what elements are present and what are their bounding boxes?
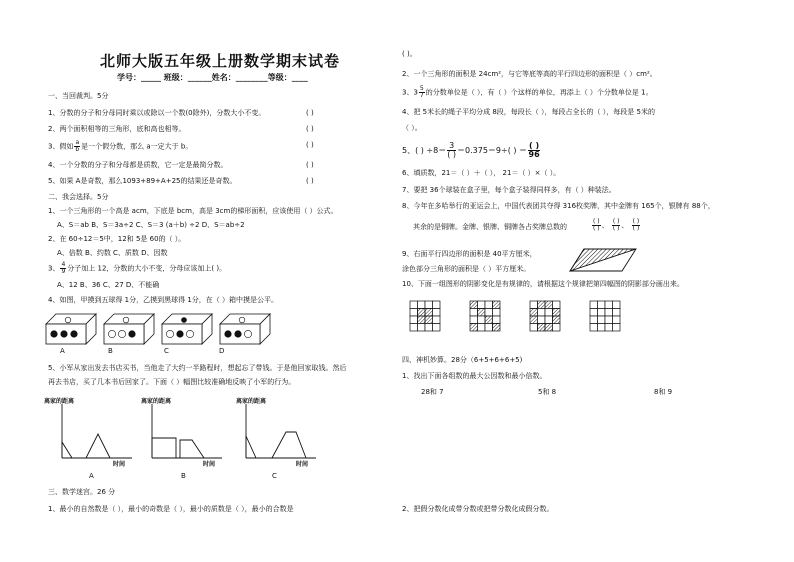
s1-q5-mark: ( ) — [306, 177, 314, 185]
graph-b-xlabel: 时间 — [203, 461, 216, 468]
r-q8-line1: 8、今年在多哈举行的亚运会上，中国代表团共夺得 316枚奖牌，其中金牌有 165个，银牌有 88个， — [402, 202, 715, 210]
distance-graphs — [58, 404, 358, 464]
pair-1: 28和 7 — [421, 388, 444, 396]
s2-q1: 1、一个三角形的一个高是 acm，下底是 bcm，高是 3cm的梯形面积，应该使用（ ）公式。 — [48, 207, 338, 215]
pattern-grid-1 — [410, 301, 440, 331]
r-q4: 4、把 5米长的绳子平均分成 8段，每段长（ ），每段占全长的（ ），每段是 5米的 — [402, 108, 655, 116]
student-info-fields: 学号：_____ 班级：______姓名：________等级：____ — [117, 73, 308, 82]
s3-q1: 1、最小的自然数是（ ），最小的奇数是（ ），最小的质数是（ ），最小的合数是 — [48, 505, 294, 513]
pattern-grid-3 — [530, 301, 560, 331]
s2-q3-options: A、12 B、36 C、27 D、不能确 — [57, 281, 160, 289]
box-label-a: A — [60, 347, 65, 355]
s4-q1: 1、找出下面各组数的最大公因数和最小倍数。 — [402, 372, 547, 380]
r-q4-cont: （ ）。 — [402, 124, 422, 132]
page-title: 北师大版五年级上册数学期末试卷 — [100, 52, 341, 70]
box-label-d: D — [219, 347, 225, 355]
ball-boxes-figure — [46, 312, 276, 362]
s2-q3: 3、 $\frac{4}{9}$ 分子加上 12，分数的大小不变，分母应该加上( )。 — [48, 261, 227, 275]
s1-q5: 5、如果 A是奇数，那么1093+89+A+25的结果还是奇数。 — [48, 177, 237, 185]
s1-q3-mark: ( ) — [306, 141, 314, 149]
s2-q2-options: A、倍数 B、约数 C、质数 D、因数 — [57, 249, 168, 257]
graph-c-xlabel: 时间 — [296, 461, 309, 468]
r-continue: ( )。 — [402, 50, 417, 58]
r-q8-line2: 其余的是铜牌。金牌、银牌、铜牌各占奖牌总数的 — [413, 223, 567, 231]
pair-3: 8和 9 — [654, 388, 673, 396]
parallelogram-figure — [570, 247, 640, 273]
r-q9-line2: 涂色部分三角形的面积是（ ）平方厘米。 — [402, 265, 531, 273]
s1-q4: 4、一个分数的分子和分母都是质数，它一定是最简分数。 — [48, 161, 228, 169]
shading-pattern-figure — [410, 301, 660, 333]
box-a — [46, 314, 96, 344]
r-q8-fractions: $\frac{( )}{( )}$ 、 $\frac{( )}{( )}$ 、 $\frac{( )}{( )}$ — [593, 218, 640, 232]
r-q2: 2、一个三角形的面积是 24cm²，与它等底等高的平行四边形的面积是（ ）cm²。 — [402, 70, 657, 78]
box-label-b: B — [108, 347, 113, 355]
box-label-c: C — [164, 347, 169, 355]
graph-label-a: A — [89, 472, 94, 480]
r-q10: 10、下面一组图形的阴影变化是有规律的，请根据这个规律把第四幅图的阴影部分画出来。 — [402, 280, 684, 288]
s1-q2: 2、两个面积相等的三角形，底和高也相等。 — [48, 125, 186, 133]
s2-q2: 2、在 60÷12＝5中，12和 5是 60的（ ）。 — [48, 235, 186, 243]
s1-q1-mark: ( ) — [306, 109, 314, 117]
r-q3: 3、3 $\frac{5}{7}$ 的分数单位是（ ），有（ ）个这样的单位，再添上（ ）个分数单位是 1。 — [402, 85, 653, 99]
graph-a-ylabel: 离家的距离 — [44, 398, 75, 405]
graph-label-b: B — [181, 472, 186, 480]
section-2-title: 二、我会选择。5分 — [48, 193, 109, 201]
box-b — [104, 314, 154, 344]
box-c — [162, 314, 212, 344]
pattern-grid-4[interactable] — [590, 301, 620, 331]
r-q9-line1: 9、右面平行四边形的面积是 40平方厘米， — [402, 250, 537, 258]
section-4-title: 四、神机妙算。28分（6+5+6+6+5) — [402, 356, 523, 364]
s2-q5-line2: 再去书店，买了几本书后回家了。下面（ ）幅图比较准确地反映了小军的行为。 — [48, 378, 296, 386]
graph-a-xlabel: 时间 — [113, 461, 126, 468]
graph-label-c: C — [272, 472, 277, 480]
r-q7: 7、要把 36个球装在盒子里，每个盒子装得同样多，有（ ）种装法。 — [402, 186, 616, 194]
section-3-title: 三、数学迷宫。26 分 — [48, 488, 116, 496]
graph-b-ylabel: 离家的距离 — [141, 398, 172, 405]
s4-q2: 2、把假分数化成带分数或把带分数化成假分数。 — [402, 505, 554, 513]
s1-q4-mark: ( ) — [306, 161, 314, 169]
s2-q5-line1: 5、小军从家出发去书店买书，当他走了大约一半路程时，想起忘了带钱。于是他回家取钱。然后 — [48, 364, 347, 372]
s1-q3: 3、假如 $\frac{a}{b}$ 是一个假分数，那么 a一定大于 b。 — [48, 139, 193, 153]
r-q5: 5、( ) ÷8＝ $\frac{3}{( )}$ ＝0.375＝9÷( ) ＝ $\frac{( )}{96}$ — [402, 141, 540, 159]
s2-q4: 4、如图，甲摸到五球得 1分，乙摸到黑球得 1分，在（ ）箱中摸是公平。 — [48, 296, 279, 304]
box-d — [220, 314, 270, 344]
s2-q1-options: A、S＝ab B、S＝3a÷2 C、S＝3 (a＋b) ÷2 D、S＝ab÷2 — [57, 221, 245, 229]
s1-q2-mark: ( ) — [306, 125, 314, 133]
pattern-grid-2 — [470, 301, 500, 331]
s1-q1: 1、分数的分子和分母同时乘以或除以一个数(0除外)，分数大小不变。 — [48, 109, 266, 117]
r-q6: 6、填质数，21＝（ ）＋（ ）， 21＝（ ）×（ ）。 — [402, 169, 561, 177]
section-1-title: 一、当回裁判。5分 — [48, 92, 109, 100]
graph-c-ylabel: 离家的距离 — [236, 398, 267, 405]
pair-2: 5和 8 — [538, 388, 557, 396]
